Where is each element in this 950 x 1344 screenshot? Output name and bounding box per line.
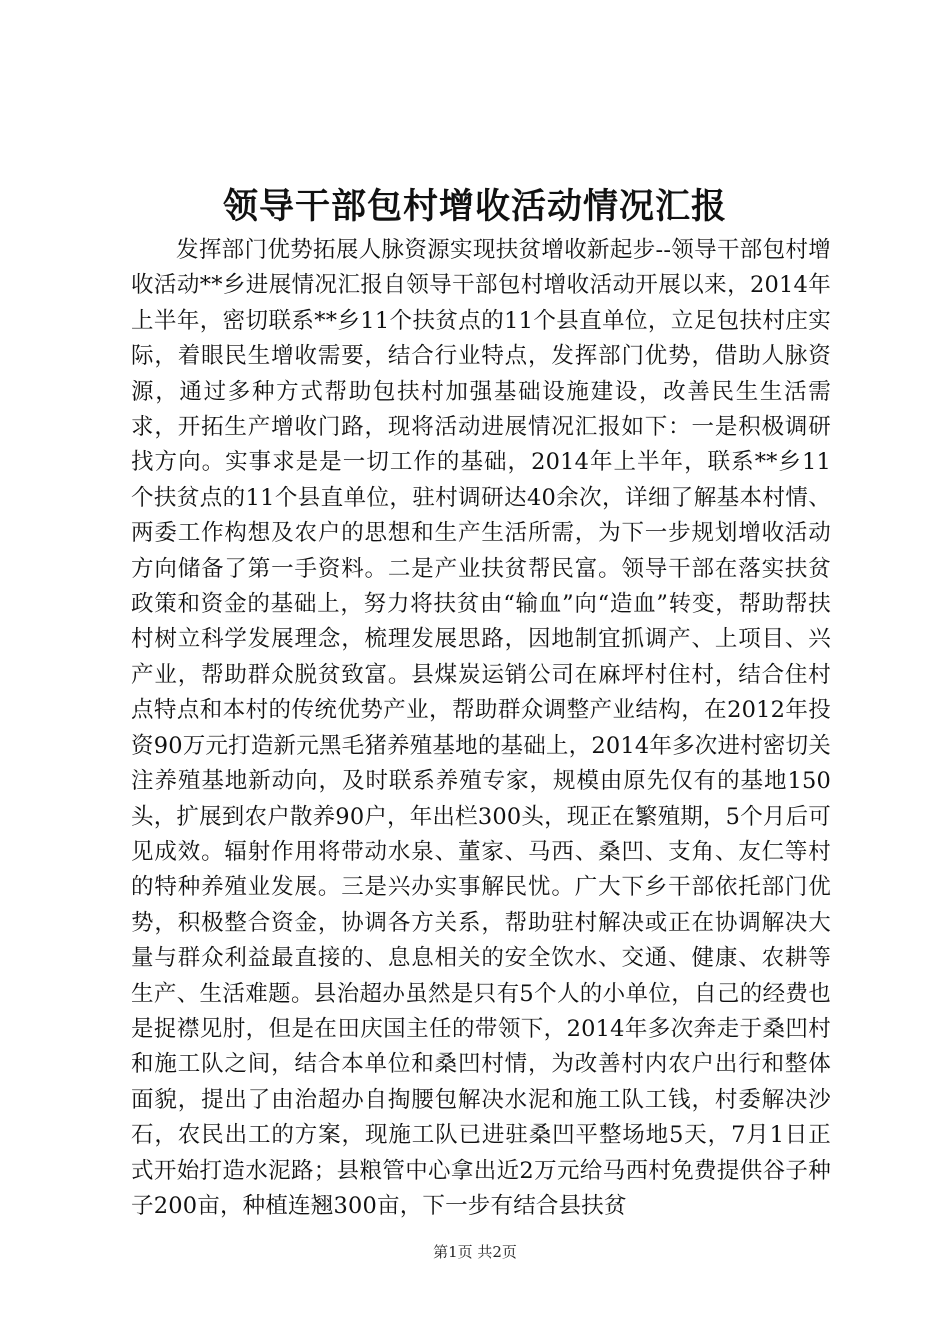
- document-body: 发挥部门优势拓展人脉资源实现扶贫增收新起步--领导干部包村增收活动**乡进展情况汇报自领导干部包村增收活动开展以来，2014年上半年，密切联系**乡11个扶贫点的11个县直单位，立足包扶村庄实际，着眼民生增收需要，结合行业特点，发挥部门优势，借助人脉资源，通过多种方式帮助包扶村加强基础设施建设，改善民生生活需求，开拓生产增收门路，现将活动进展情况汇报如下：一是积极调研找方向。实事求是是一切工作的基础，2014年上半年，联系**乡11个扶贫点的11个县直单位，驻村调研达40余次，详细了解基本村情、两委工作构想及农户的思想和生产生活所需，为下一步规划增收活动方向储备了第一手资料。二是产业扶贫帮民富。领导干部在落实扶贫政策和资金的基础上，努力将扶贫由“输血”向“造血”转变，帮助帮扶村树立科学发展理念，梳理发展思路，因地制宜抓调产、上项目、兴产业，帮助群众脱贫致富。县煤炭运销公司在麻坪村住村，结合住村点特点和本村的传统优势产业，帮助群众调整产业结构，在2012年投资90万元打造新元黑毛猪养殖基地的基础上，2014年多次进村密切关注养殖基地新动向，及时联系养殖专家，规模由原先仅有的基地150头，扩展到农户散养90户，年出栏300头，现正在繁殖期，5个月后可见成效。辐射作用将带动水泉、董家、马西、桑凹、支角、友仁等村的特种养殖业发展。三是兴办实事解民忧。广大下乡干部依托部门优势，积极整合资金，协调各方关系，帮助驻村解决或正在协调解决大量与群众利益最直接的、息息相关的安全饮水、交通、健康、农耕等生产、生活难题。县治超办虽然是只有5个人的小单位，自己的经费也是捉襟见肘，但是在田庆国主任的带领下，2014年多次奔走于桑凹村和施工队之间，结合本单位和桑凹村情，为改善村内农户出行和整体面貌，提出了由治超办自掏腰包解决水泥和施工队工钱，村委解决沙石，农民出工的方案，现施工队已进驻桑凹平整场地5天，7月1日正式开始打造水泥路；县粮管中心拿出近2万元给马西村免费提供谷子种子200亩，种植连翘300亩，下一步有结合县扶贫: [131, 237, 831, 1219]
- document-title: 领导干部包村增收活动情况汇报: [222, 186, 727, 227]
- page-footer: 第1页 共2页: [433, 1243, 517, 1261]
